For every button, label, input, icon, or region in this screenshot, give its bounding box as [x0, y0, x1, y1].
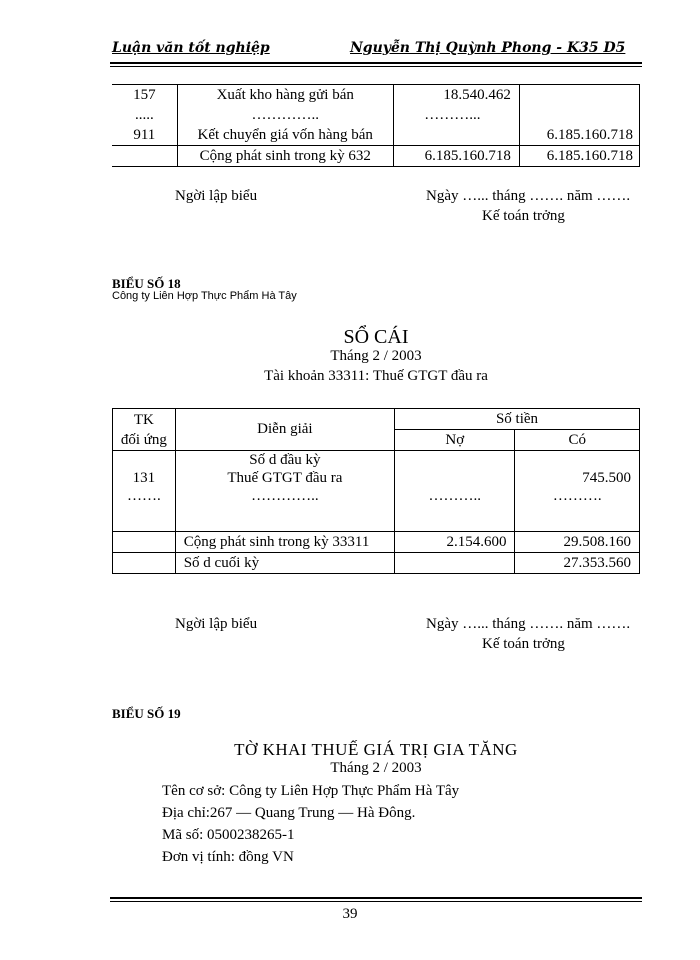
page-number: 39: [342, 906, 358, 922]
header-author: Nguyễn Thị Quỳnh Phong - K35 D5: [350, 40, 626, 56]
total-label: Cộng phát sinh trong kỳ 632: [177, 146, 393, 167]
closing-row: [113, 553, 640, 574]
total-debit: 6.185.160.718: [393, 146, 519, 167]
preparer-label: Ngời lập biểu: [175, 188, 258, 204]
credit-cell: [519, 105, 639, 125]
col-desc: Diễn giải: [175, 409, 394, 451]
business-address: Địa chỉ:267 — Quang Trung — Hà Đông.: [162, 805, 416, 821]
credit-value: 745.500: [582, 470, 631, 486]
tax-return-title: TỜ KHAI THUẾ GIÁ TRỊ GIA TĂNG: [234, 740, 518, 759]
opening-balance-label: Số d đầu kỳ: [249, 452, 321, 468]
preparer-label: Ngời lập biểu: [175, 616, 258, 632]
footer-rule: [110, 897, 642, 899]
tax-code: Mã số: 0500238265-1: [162, 827, 295, 843]
credit-cell: [515, 451, 640, 532]
credit-value: ……….: [552, 488, 602, 504]
debit-cell: ………...: [393, 105, 519, 125]
accountant-label: Kế toán trởng: [482, 636, 565, 652]
header-thesis-title: Luận văn tốt nghiệp: [112, 40, 270, 56]
total-row: [113, 532, 640, 553]
total-credit: 6.185.160.718: [519, 146, 639, 167]
form-label: BIỂU SỐ 18: [112, 276, 181, 291]
tk-cell: [113, 451, 176, 532]
closing-credit: 27.353.560: [515, 553, 640, 574]
tk-value: 131: [132, 470, 156, 486]
desc-cell: Kết chuyển giá vốn hàng bán: [177, 125, 393, 146]
table-row: [112, 105, 640, 125]
closing-label: Số d cuối kỳ: [175, 553, 394, 574]
ledger-account: Tài khoản 33311: Thuế GTGT đầu ra: [264, 368, 488, 384]
desc-value: …………..: [251, 488, 319, 504]
desc-cell: [175, 451, 394, 532]
col-debit: Nợ: [395, 430, 515, 451]
table-row: [112, 85, 640, 106]
tk-cell: 911: [112, 125, 177, 146]
desc-value: Thuế GTGT đầu ra: [227, 470, 343, 486]
date-line: Ngày …... tháng ……. năm …….: [426, 188, 631, 204]
tk-cell: [112, 146, 177, 167]
debit-value: ………..: [428, 488, 482, 504]
ledger-632-continuation-table: [112, 84, 640, 167]
accountant-label: Kế toán trởng: [482, 208, 565, 224]
ledger-title: SỔ CÁI: [343, 326, 409, 348]
debit-cell: [393, 125, 519, 146]
tax-return-details: [162, 780, 459, 868]
col-tk: [113, 409, 176, 451]
debit-cell: [395, 451, 515, 532]
header-rule-thin: [110, 66, 642, 67]
col-tk-line1: TK: [133, 411, 154, 428]
date-line: Ngày …... tháng ……. năm …….: [426, 616, 631, 632]
company-name: Công ty Liên Hợp Thực Phẩm Hà Tây: [112, 290, 297, 302]
table-header-row: [113, 409, 640, 430]
total-credit: 29.508.160: [515, 532, 640, 553]
col-tk-line2: đối ứng: [120, 431, 167, 448]
total-debit: 2.154.600: [395, 532, 515, 553]
business-name: Tên cơ sở: Công ty Liên Hợp Thực Phẩm Hà Tây: [162, 783, 460, 799]
ledger-month: Tháng 2 / 2003: [330, 348, 422, 364]
tk-cell: 157: [112, 85, 177, 106]
table-body-row: [113, 451, 640, 532]
currency-unit: Đơn vị tính: đồng VN: [162, 849, 294, 865]
ledger-33311-table: [112, 408, 640, 574]
tk-cell: .....: [112, 105, 177, 125]
total-row: [112, 146, 640, 167]
closing-debit: [395, 553, 515, 574]
desc-cell: Xuất kho hàng gửi bán: [177, 85, 393, 106]
debit-cell: 18.540.462: [393, 85, 519, 106]
col-credit: Có: [515, 430, 640, 451]
footer-rule-thin: [110, 901, 642, 902]
desc-cell: …………..: [177, 105, 393, 125]
form-label: BIỂU SỐ 19: [112, 706, 181, 721]
table-row: [112, 125, 640, 146]
debit-value: [395, 469, 514, 487]
total-label: Cộng phát sinh trong kỳ 33311: [175, 532, 394, 553]
credit-cell: [519, 85, 639, 106]
header-rule: [110, 62, 642, 64]
credit-cell: 6.185.160.718: [519, 125, 639, 146]
tk-value: …….: [126, 488, 161, 504]
col-amount: Số tiền: [395, 409, 640, 430]
tax-return-month: Tháng 2 / 2003: [330, 760, 422, 776]
